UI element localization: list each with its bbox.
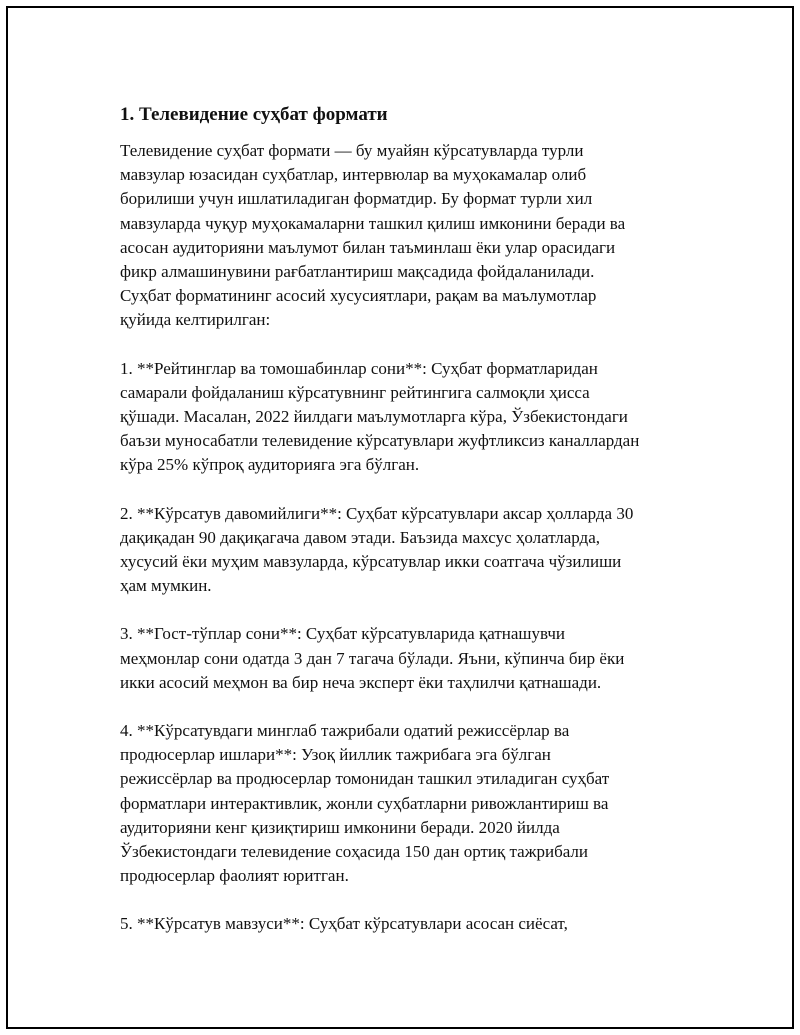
text-line: қуйида келтирилган:	[120, 310, 271, 330]
text-line: хусусий ёки муҳим мавзуларда, кўрсатувлар икки соатгача чўзилиши	[120, 552, 622, 572]
text-line: баъзи муносабатли телевидение кўрсатувлари жуфтликсиз каналлардан	[120, 431, 640, 451]
text-line: 4. **Кўрсатувдаги минглаб тажрибали одатий режиссёрлар ва	[120, 721, 570, 741]
text-line: продюсерлар фаолият юритган.	[120, 866, 349, 886]
text-line: борилиши учун ишлатиладиган форматдир. Бу формат турли хил	[120, 189, 593, 209]
text-line: 5. **Кўрсатув мавзуси**: Суҳбат кўрсатувлари асосан сиёсат,	[120, 914, 568, 934]
text-line: мавзуларда чуқур муҳокамаларни ташкил қилиш имконини беради ва	[120, 213, 626, 233]
text-line: форматлари интерактивлик, жонли суҳбатларни ривожлантириш ва	[120, 793, 609, 813]
text-line: қўшади. Масалан, 2022 йилдаги маълумотларга кўра, Ўзбекистондаги	[120, 407, 628, 427]
text-line: икки асосий меҳмон ва бир неча эксперт ёки таҳлилчи қатнашади.	[120, 672, 602, 692]
text-line: 2. **Кўрсатув давомийлиги**: Суҳбат кўрсатувлари аксар ҳолларда 30	[120, 503, 634, 523]
list-item-ratings	[120, 357, 700, 478]
list-item-guests	[120, 622, 700, 695]
text-line: самарали фойдаланиш кўрсатувнинг рейтингига салмоқли ҳисса	[120, 382, 590, 402]
text-line: Телевидение суҳбат формати — бу муайян кўрсатувларда турли	[120, 141, 584, 160]
text-line: продюсерлар ишлари**: Узоқ йиллик тажрибага эга бўлган	[120, 745, 551, 765]
text-line: мавзулар юзасидан суҳбатлар, интервюлар ва муҳокамалар олиб	[120, 165, 587, 185]
list-item-topic	[120, 912, 700, 936]
text-line: ҳам мумкин.	[120, 576, 212, 596]
text-line: аудиторияни кенг қизиқтириш имконини беради. 2020 йилда	[120, 817, 560, 837]
text-line: режиссёрлар ва продюсерлар томонидан ташкил этиладиган суҳбат	[120, 769, 610, 789]
document-body	[120, 102, 700, 961]
page-frame	[6, 6, 794, 1029]
text-line: асосан аудиторияни маълумот билан таъминлаш ёки улар орасидаги	[120, 237, 616, 257]
text-line: Ўзбекистондаги телевидение соҳасида 150 дан ортиқ тажрибали	[120, 842, 588, 862]
text-line: Суҳбат форматининг асосий хусусиятлари, рақам ва маълумотлар	[120, 286, 597, 306]
text-line: фикр алмашинувини рағбатлантириш мақсадида фойдаланилади.	[120, 262, 595, 282]
text-line: 3. **Гост-тўплар сони**: Суҳбат кўрсатувларида қатнашувчи	[120, 624, 566, 644]
section-heading: 1. Телевидение суҳбат формати	[120, 104, 388, 125]
list-item-duration	[120, 502, 700, 599]
list-item-producers	[120, 719, 700, 888]
intro-paragraph	[120, 139, 700, 333]
text-line: кўра 25% кўпроқ аудиторияга эга бўлган.	[120, 455, 420, 475]
text-line: дақиқадан 90 дақиқагача давом этади. Баъзида махсус ҳолатларда,	[120, 527, 600, 547]
text-line: 1. **Рейтинглар ва томошабинлар сони**: Суҳбат форматларидан	[120, 358, 598, 378]
text-line: меҳмонлар сони одатда 3 дан 7 тагача бўлади. Яъни, кўпинча бир ёки	[120, 648, 625, 668]
